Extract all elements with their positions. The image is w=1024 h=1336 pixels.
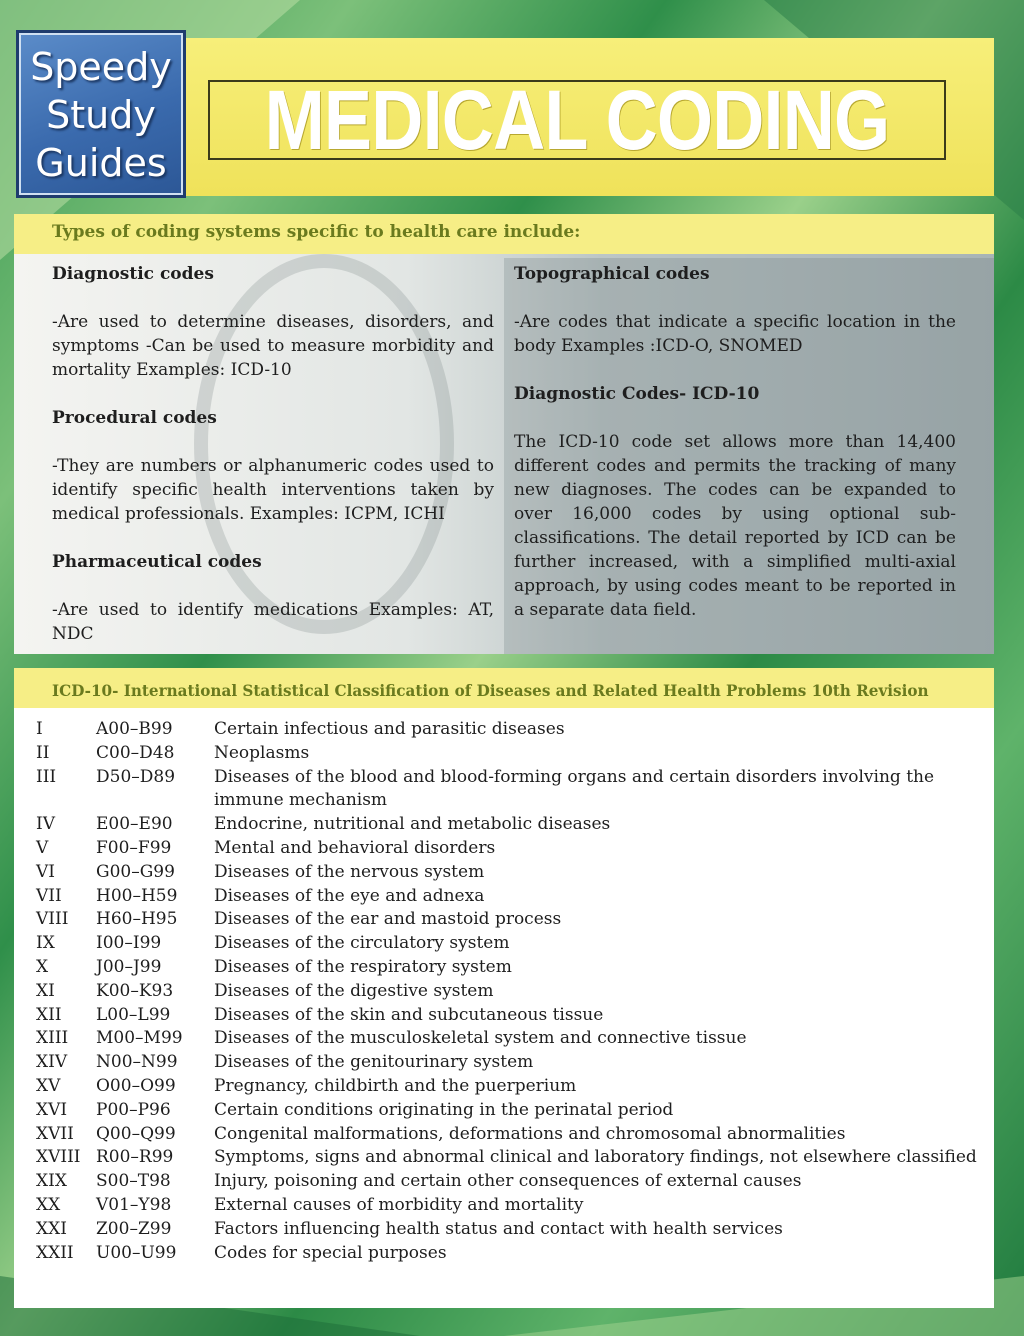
chapter-title: External causes of morbidity and mortality	[214, 1194, 584, 1215]
table-row	[36, 932, 981, 956]
table-row	[36, 1027, 981, 1051]
table-row	[36, 1218, 981, 1242]
table-row	[36, 956, 981, 980]
speedy-study-guides-logo	[16, 30, 186, 198]
chapter-title: Codes for special purposes	[214, 1242, 447, 1263]
chapter-numeral: IX	[36, 933, 55, 954]
code-range: F00–F99	[96, 837, 172, 858]
code-type-description: -Are codes that indicate a specific location in the body Examples :ICD-O, SNOMED	[514, 312, 956, 356]
code-range: N00–N99	[96, 1052, 178, 1073]
code-range: Q00–Q99	[96, 1123, 176, 1144]
chapter-title: Diseases of the nervous system	[214, 861, 485, 882]
chapter-title: Endocrine, nutritional and metabolic diseases	[214, 814, 611, 835]
logo-line: Guides	[35, 141, 167, 185]
table-row	[36, 1170, 981, 1194]
code-range: S00–T98	[96, 1171, 171, 1192]
code-range: A00–B99	[96, 719, 173, 739]
chapter-title: Symptoms, signs and abnormal clinical and laboratory findings, not elsewhere classified	[214, 1147, 977, 1168]
section-title: ICD-10- International Statistical Classification of Diseases and Related Health Problems 10th Revision	[52, 681, 929, 700]
code-range: H00–H59	[96, 885, 178, 906]
chapter-title: Diseases of the ear and mastoid process	[214, 909, 562, 930]
chapter-numeral: XXII	[36, 1242, 74, 1263]
chapter-title: Congenital malformations, deformations and chromosomal abnormalities	[214, 1123, 846, 1144]
code-type-heading: Pharmaceutical codes	[52, 552, 262, 572]
chapter-numeral: XIII	[36, 1028, 69, 1049]
right-column	[514, 262, 956, 646]
chapter-numeral: III	[36, 766, 57, 787]
chapter-numeral: IV	[36, 814, 55, 835]
chapter-numeral: V	[36, 837, 49, 858]
code-range: V01–Y98	[96, 1194, 172, 1215]
chapter-numeral: VII	[36, 885, 62, 906]
chapter-title: Pregnancy, childbirth and the puerperium	[214, 1075, 577, 1096]
chapter-title: Diseases of the musculoskeletal system and connective tissue	[214, 1028, 747, 1049]
table-row	[36, 813, 981, 837]
chapter-title: Mental and behavioral disorders	[214, 837, 496, 858]
table-row	[36, 1099, 981, 1123]
chapter-title: Factors influencing health status and contact with health services	[214, 1218, 783, 1239]
chapter-numeral: XVII	[36, 1123, 74, 1144]
table-row	[36, 766, 981, 814]
chapter-numeral: XII	[36, 1004, 62, 1025]
code-type-description: The ICD-10 code set allows more than 14,400 different codes and permits the tracking of many new diagnoses. The codes can be expanded to over 16,000 codes by using optional sub-classifications. The detail reported by ICD can be further increased, with a simplified multi-axial approach, by using codes meant to be reported in a separate data field.	[514, 432, 956, 620]
chapter-numeral: VI	[36, 861, 55, 882]
code-type-heading: Diagnostic codes	[52, 264, 214, 284]
code-range: H60–H95	[96, 909, 178, 930]
code-range: G00–G99	[96, 861, 175, 882]
code-range: D50–D89	[96, 766, 176, 787]
code-type-description: -Are used to determine diseases, disorders, and symptoms -Can be used to measure morbidity and mortality Examples: ICD-10	[52, 312, 494, 380]
table-row	[36, 1242, 981, 1266]
table-row	[36, 980, 981, 1004]
chapter-numeral: XIX	[36, 1171, 67, 1192]
code-range: P00–P96	[96, 1099, 171, 1120]
chapter-numeral: X	[36, 956, 49, 977]
table-row	[36, 861, 981, 885]
chapter-title: Diseases of the eye and adnexa	[214, 885, 485, 906]
code-type-heading: Diagnostic Codes- ICD-10	[514, 384, 760, 404]
code-type-description: -They are numbers or alphanumeric codes used to identify specific health interventions taken by medical professionals. Examples: ICPM, ICHI	[52, 456, 494, 524]
code-range: U00–U99	[96, 1242, 177, 1263]
code-range: E00–E90	[96, 814, 173, 835]
code-type-description: -Are used to identify medications Examples: AT, NDC	[52, 600, 494, 644]
code-range: Z00–Z99	[96, 1218, 172, 1239]
chapter-numeral: XXI	[36, 1218, 67, 1239]
table-row	[36, 908, 981, 932]
code-type-heading: Topographical codes	[514, 264, 710, 284]
table-row	[36, 885, 981, 909]
table-row	[36, 742, 981, 766]
code-range: R00–R99	[96, 1147, 174, 1168]
left-column	[52, 262, 494, 670]
code-range: M00–M99	[96, 1028, 183, 1049]
chapter-numeral: II	[36, 742, 50, 763]
table-row	[36, 1146, 981, 1170]
logo-line: Speedy	[30, 45, 172, 89]
chapter-numeral: XVI	[36, 1099, 68, 1120]
table-row	[36, 1075, 981, 1099]
code-type-heading: Procedural codes	[52, 408, 217, 428]
table-row	[36, 837, 981, 861]
chapter-title: Diseases of the blood and blood-forming organs and certain disorders involving the immune mechanism	[214, 766, 935, 811]
coding-types-section	[14, 214, 994, 654]
chapter-title: Diseases of the respiratory system	[214, 956, 512, 977]
table-row	[36, 1004, 981, 1028]
code-range: O00–O99	[96, 1075, 176, 1096]
code-range: J00–J99	[96, 956, 162, 977]
table-row	[36, 1123, 981, 1147]
chapter-numeral: XX	[36, 1194, 61, 1215]
icd10-chapter-table	[36, 718, 981, 1265]
chapter-numeral: XVIII	[36, 1147, 81, 1168]
logo-line: Study	[46, 93, 156, 137]
chapter-numeral: XI	[36, 980, 55, 1001]
title-frame	[208, 73, 946, 167]
code-range: C00–D48	[96, 742, 175, 763]
page-title: MEDICAL CODING	[264, 73, 890, 167]
section-title: Types of coding systems specific to health care include:	[52, 222, 581, 242]
chapter-title: Certain conditions originating in the perinatal period	[214, 1099, 674, 1120]
chapter-title: Diseases of the genitourinary system	[214, 1052, 534, 1073]
chapter-numeral: XIV	[36, 1052, 68, 1073]
chapter-numeral: I	[36, 719, 43, 739]
chapter-title: Diseases of the circulatory system	[214, 933, 510, 954]
chapter-title: Diseases of the skin and subcutaneous tissue	[214, 1004, 604, 1025]
table-row	[36, 718, 981, 742]
chapter-title: Injury, poisoning and certain other consequences of external causes	[214, 1171, 802, 1192]
code-range: L00–L99	[96, 1004, 171, 1025]
code-range: K00–K93	[96, 980, 174, 1001]
chapter-title: Diseases of the digestive system	[214, 980, 494, 1001]
chapter-title: Neoplasms	[214, 742, 310, 763]
icd10-section	[14, 668, 994, 1308]
table-row	[36, 1194, 981, 1218]
code-range: I00–I99	[96, 933, 162, 954]
chapter-numeral: XV	[36, 1075, 61, 1096]
chapter-numeral: VIII	[36, 909, 69, 930]
table-row	[36, 1051, 981, 1075]
chapter-title: Certain infectious and parasitic diseases	[214, 719, 565, 739]
